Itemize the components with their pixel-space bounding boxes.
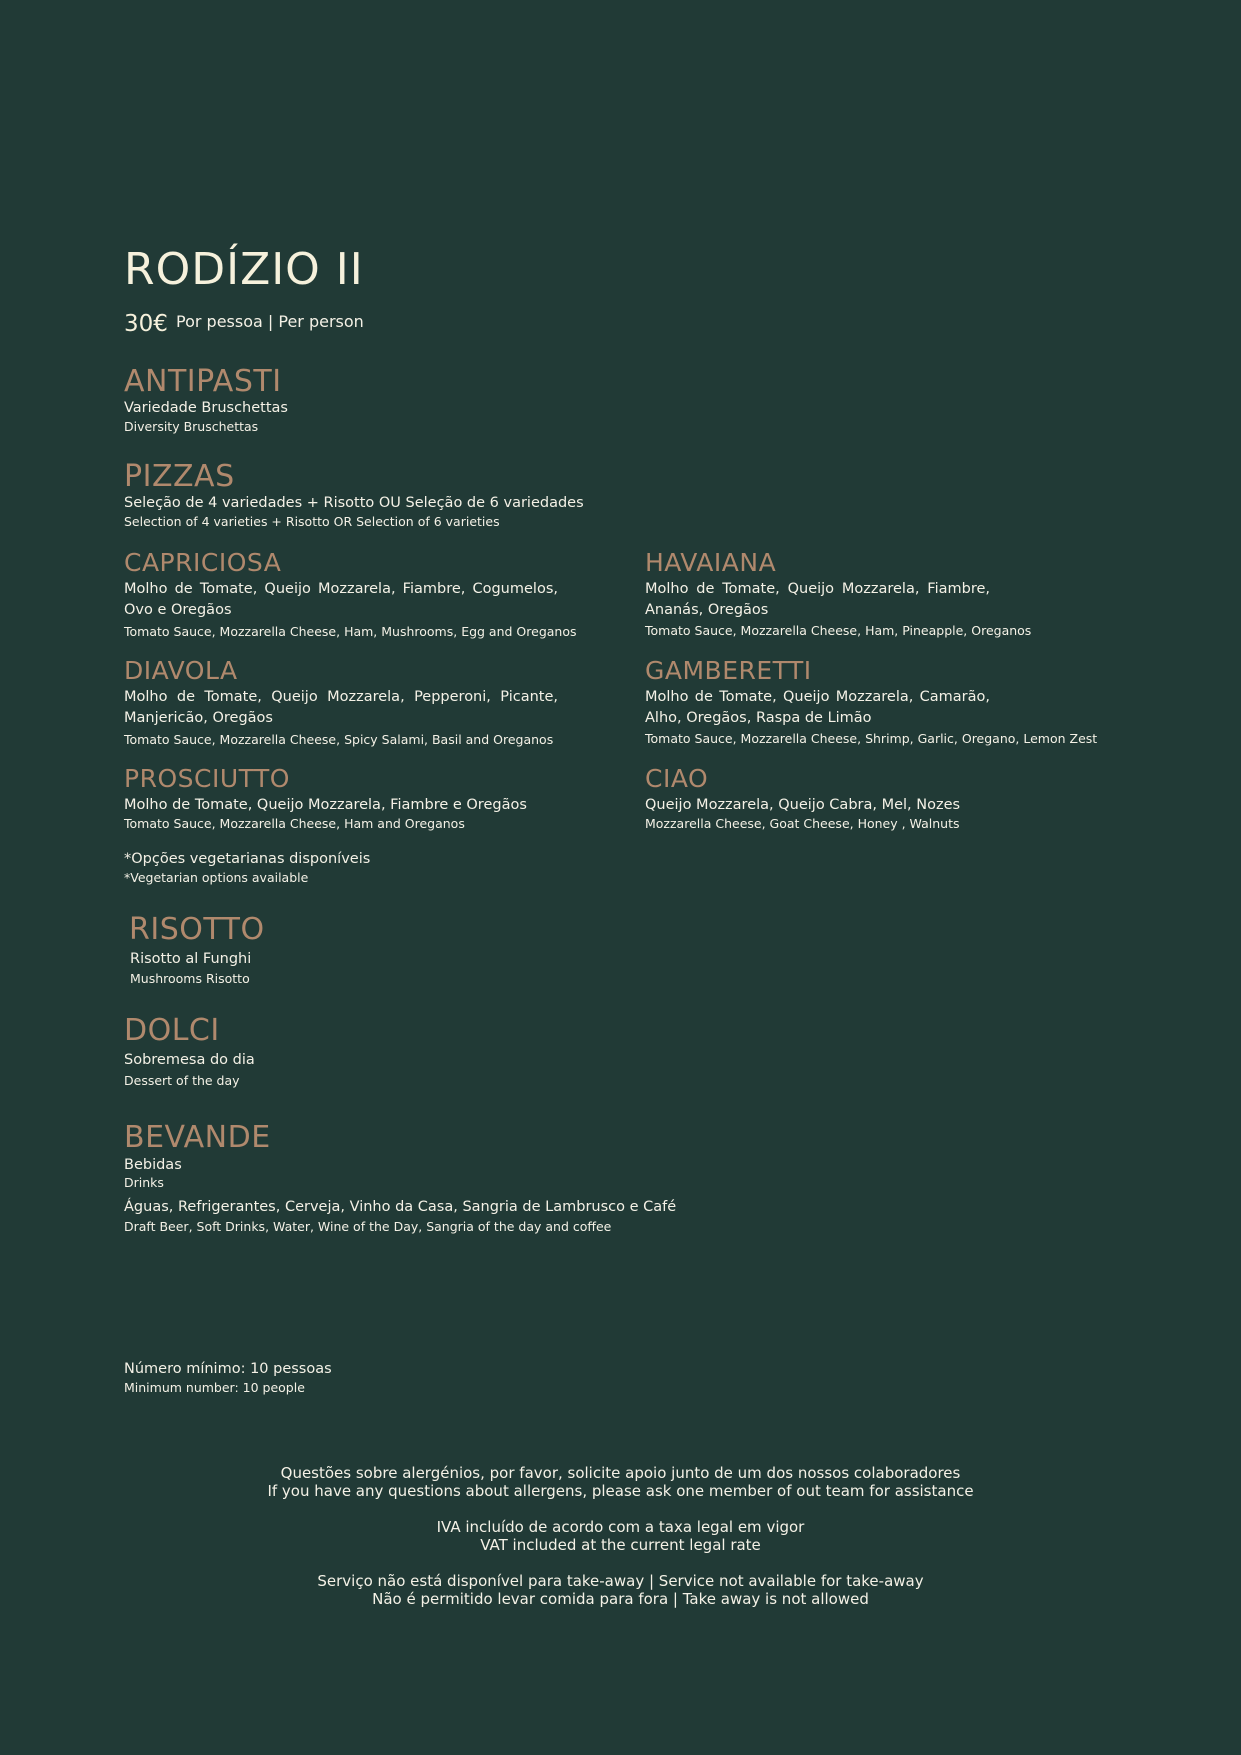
pizza-description-pt: Molho de Tomate, Queijo Mozzarela, Fiambre, Cogumelos, Ovo e Oregãos bbox=[124, 581, 558, 618]
pizza-description-en: Tomato Sauce, Mozzarella Cheese, Spicy Salami, Basil and Oreganos bbox=[124, 732, 554, 747]
drinks-list-pt: Águas, Refrigerantes, Cerveja, Vinho da Casa, Sangria de Lambrusco e Café bbox=[124, 1199, 677, 1215]
minimum-number-pt: Número mínimo: 10 pessoas bbox=[124, 1361, 332, 1377]
dolci-pt: Sobremesa do dia bbox=[124, 1052, 255, 1068]
antipasti-pt: Variedade Bruschettas bbox=[124, 400, 288, 416]
menu-price: 30€ bbox=[124, 311, 168, 337]
vat-pt: IVA incluído de acordo com a taxa legal em vigor bbox=[436, 1518, 805, 1536]
risotto-heading: RISOTTO bbox=[129, 912, 265, 947]
antipasti-heading: ANTIPASTI bbox=[124, 364, 282, 399]
bevande-pt: Bebidas bbox=[124, 1157, 182, 1173]
risotto-en: Mushrooms Risotto bbox=[130, 971, 250, 986]
takeaway-line-2: Não é permitido levar comida para fora | Take away is not allowed bbox=[372, 1590, 869, 1608]
vegetarian-note-en: *Vegetarian options available bbox=[124, 870, 309, 885]
allergens-pt: Questões sobre alergénios, por favor, solicite apoio junto de um dos nossos colaboradores bbox=[280, 1464, 961, 1482]
pizza-description-pt: Molho de Tomate, Queijo Mozzarela, Fiambre, Ananás, Oregãos bbox=[645, 581, 990, 618]
pizzas-heading: PIZZAS bbox=[124, 459, 235, 494]
pizza-description-pt: Molho de Tomate, Queijo Mozzarela, Camarão, Alho, Oregãos, Raspa de Limão bbox=[645, 689, 990, 726]
pizza-name: CAPRICIOSA bbox=[124, 548, 282, 577]
pizza-name: DIAVOLA bbox=[124, 656, 238, 685]
minimum-number-en: Minimum number: 10 people bbox=[124, 1380, 305, 1395]
risotto-pt: Risotto al Funghi bbox=[130, 951, 252, 967]
bevande-heading: BEVANDE bbox=[124, 1120, 271, 1155]
drinks-list-en: Draft Beer, Soft Drinks, Water, Wine of the Day, Sangria of the day and coffee bbox=[124, 1219, 612, 1234]
pizza-description-pt: Molho de Tomate, Queijo Mozzarela, Fiambre e Oregãos bbox=[124, 797, 527, 813]
menu-title: RODÍZIO II bbox=[124, 244, 364, 295]
pizza-name: GAMBERETTI bbox=[645, 656, 812, 685]
pizza-description-en: Tomato Sauce, Mozzarella Cheese, Ham, Pineapple, Oreganos bbox=[645, 623, 1032, 638]
pizza-description-pt: Molho de Tomate, Queijo Mozzarela, Pepperoni, Picante, Manjericão, Oregãos bbox=[124, 689, 558, 726]
pizza-description-pt: Queijo Mozzarela, Queijo Cabra, Mel, Nozes bbox=[645, 797, 961, 813]
takeaway-notice bbox=[0, 1572, 1241, 1608]
vegetarian-note-pt: *Opções vegetarianas disponíveis bbox=[124, 851, 371, 867]
pizzas-pt: Seleção de 4 variedades + Risotto OU Seleção de 6 variedades bbox=[124, 495, 584, 511]
pizza-name: HAVAIANA bbox=[645, 548, 777, 577]
pizza-name: PROSCIUTTO bbox=[124, 764, 290, 793]
bevande-en: Drinks bbox=[124, 1175, 164, 1190]
pizza-description-en: Mozzarella Cheese, Goat Cheese, Honey , Walnuts bbox=[645, 816, 960, 831]
allergens-notice bbox=[0, 1464, 1241, 1500]
allergens-en: If you have any questions about allergens, please ask one member of out team for assistance bbox=[267, 1482, 974, 1500]
dolci-en: Dessert of the day bbox=[124, 1073, 240, 1088]
pizza-name: CIAO bbox=[645, 764, 709, 793]
price-note: Por pessoa | Per person bbox=[176, 312, 364, 331]
antipasti-en: Diversity Bruschettas bbox=[124, 419, 259, 434]
vat-notice bbox=[0, 1518, 1241, 1554]
pizza-description-en: Tomato Sauce, Mozzarella Cheese, Shrimp, Garlic, Oregano, Lemon Zest bbox=[645, 731, 1098, 746]
pizza-description-en: Tomato Sauce, Mozzarella Cheese, Ham, Mushrooms, Egg and Oreganos bbox=[124, 624, 577, 639]
takeaway-line-1: Serviço não está disponível para take-away | Service not available for take-away bbox=[317, 1572, 924, 1590]
vat-en: VAT included at the current legal rate bbox=[480, 1536, 761, 1554]
dolci-heading: DOLCI bbox=[124, 1013, 220, 1048]
pizza-description-en: Tomato Sauce, Mozzarella Cheese, Ham and Oreganos bbox=[124, 816, 465, 831]
pizzas-en: Selection of 4 varieties + Risotto OR Selection of 6 varieties bbox=[124, 514, 500, 529]
